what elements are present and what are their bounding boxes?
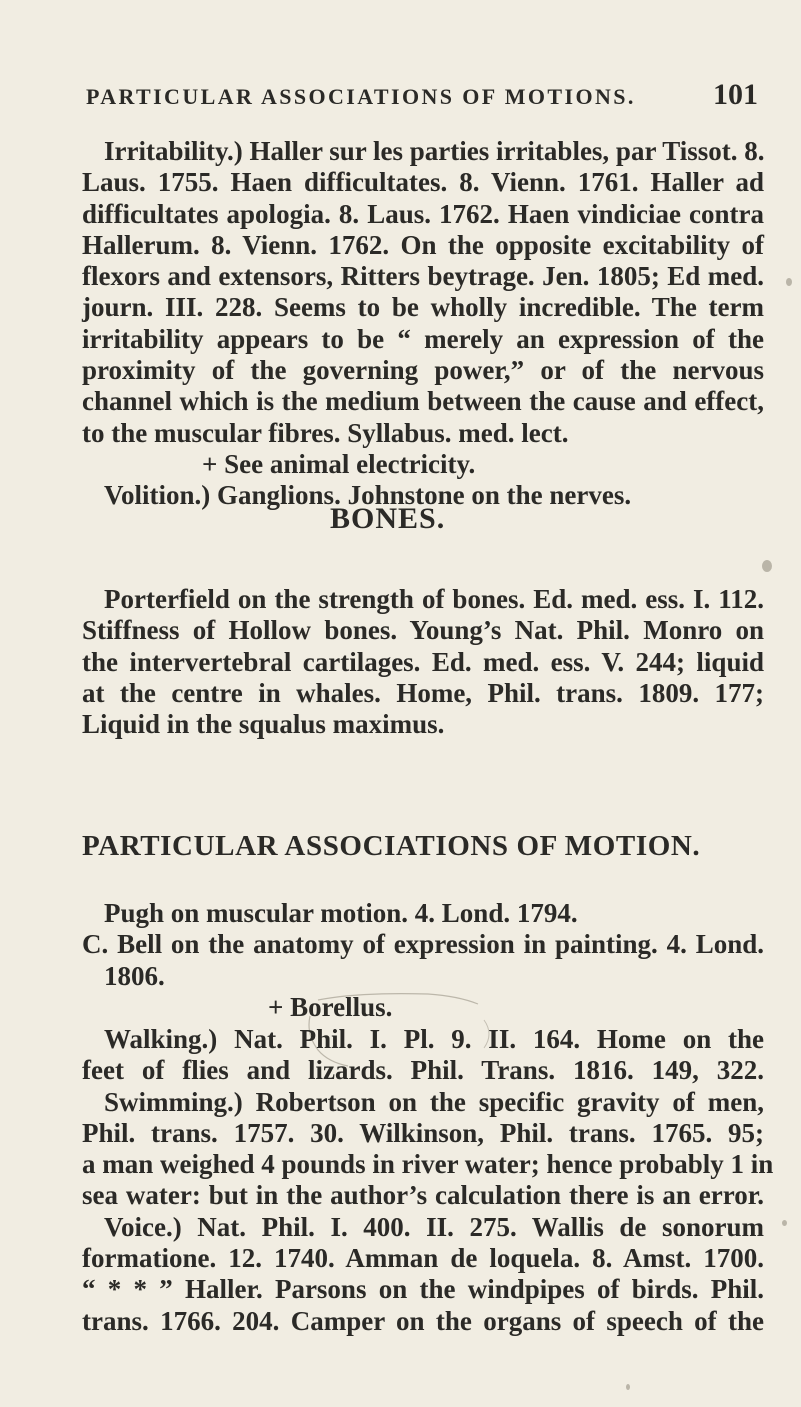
text-line: at the centre in whales. Home, Phil. trans. 1809. 177; <box>82 677 764 708</box>
paper-speck <box>762 560 772 572</box>
running-title: PARTICULAR ASSOCIATIONS OF MOTIONS. <box>86 84 636 109</box>
text-line: difficultates apologia. 8. Laus. 1762. Haen vindiciae contra <box>82 198 764 229</box>
text-line: trans. 1766. 204. Camper on the organs of speech of the <box>82 1305 764 1336</box>
text-line: feet of flies and lizards. Phil. Trans. 1816. 149, 322. <box>82 1055 764 1086</box>
text-line: Walking.) Nat. Phil. I. Pl. 9. II. 164. Home on the <box>104 1024 764 1054</box>
text-line: flexors and extensors, Ritters beytrage. Jen. 1805; Ed med. <box>82 261 764 292</box>
text-line: Phil. trans. 1757. 30. Wilkinson, Phil. trans. 1765. 95; <box>82 1117 764 1148</box>
text-line: journ. III. 228. Seems to be wholly incredible. The term <box>82 292 764 323</box>
section-heading-associations: PARTICULAR ASSOCIATIONS OF MOTION. <box>82 830 701 862</box>
text-line: Laus. 1755. Haen difficultates. 8. Vienn. 1761. Haller ad <box>82 167 764 198</box>
text-line: Porterfield on the strength of bones. Ed. med. ess. I. 112. <box>104 584 764 614</box>
text-line: C. Bell on the anatomy of expression in painting. 4. Lond. <box>82 929 764 960</box>
text-line: proximity of the governing power,” or of the nervous <box>82 355 764 386</box>
paper-speck <box>782 1220 787 1226</box>
text-line: Liquid in the squalus maximus. <box>82 709 445 740</box>
paper-speck <box>626 1384 630 1390</box>
section-heading-bones: BONES. <box>330 502 446 535</box>
text-line: Hallerum. 8. Vienn. 1762. On the opposite excitability of <box>82 229 764 260</box>
bones-section <box>82 584 764 740</box>
paper-speck <box>786 278 792 286</box>
text-line: a man weighed 4 pounds in river water; hence probably 1 in <box>82 1149 774 1180</box>
text-line: “ * * ” Haller. Parsons on the windpipes of birds. Phil. <box>82 1274 764 1305</box>
text-line: irritability appears to be “ merely an expression of the <box>82 323 764 354</box>
text-line: Voice.) Nat. Phil. I. 400. II. 275. Wallis de sonorum <box>104 1211 764 1242</box>
text-line: Pugh on muscular motion. 4. Lond. 1794. <box>104 898 578 928</box>
text-line: to the muscular fibres. Syllabus. med. lect. <box>82 417 569 448</box>
text-line: channel which is the medium between the cause and effect, <box>82 386 764 417</box>
text-line: Volition.) Ganglions. Johnstone on the nerves. <box>104 480 632 511</box>
text-line: formatione. 12. 1740. Amman de loquela. 8. Amst. 1700. <box>82 1243 764 1274</box>
text-line: the intervertebral cartilages. Ed. med. ess. V. 244; liquid <box>82 646 764 677</box>
text-line: Stiffness of Hollow bones. Young’s Nat. Phil. Monro on <box>82 615 764 646</box>
text-line: Swimming.) Robertson on the specific gravity of men, <box>104 1086 764 1117</box>
irritability-section <box>82 136 764 512</box>
cross-reference: + Borellus. <box>268 991 393 1022</box>
cross-reference: + See animal electricity. <box>202 448 476 479</box>
text-line: sea water: but in the author’s calculation there is an error. <box>82 1180 764 1211</box>
text-line: Irritability.) Haller sur les parties irritables, par Tissot. 8. <box>104 136 765 166</box>
motion-section-body <box>82 1024 774 1337</box>
page-number: 101 <box>713 78 758 111</box>
text-line: 1806. <box>104 960 165 991</box>
running-head <box>86 78 758 118</box>
motion-section-intro <box>82 898 764 1023</box>
